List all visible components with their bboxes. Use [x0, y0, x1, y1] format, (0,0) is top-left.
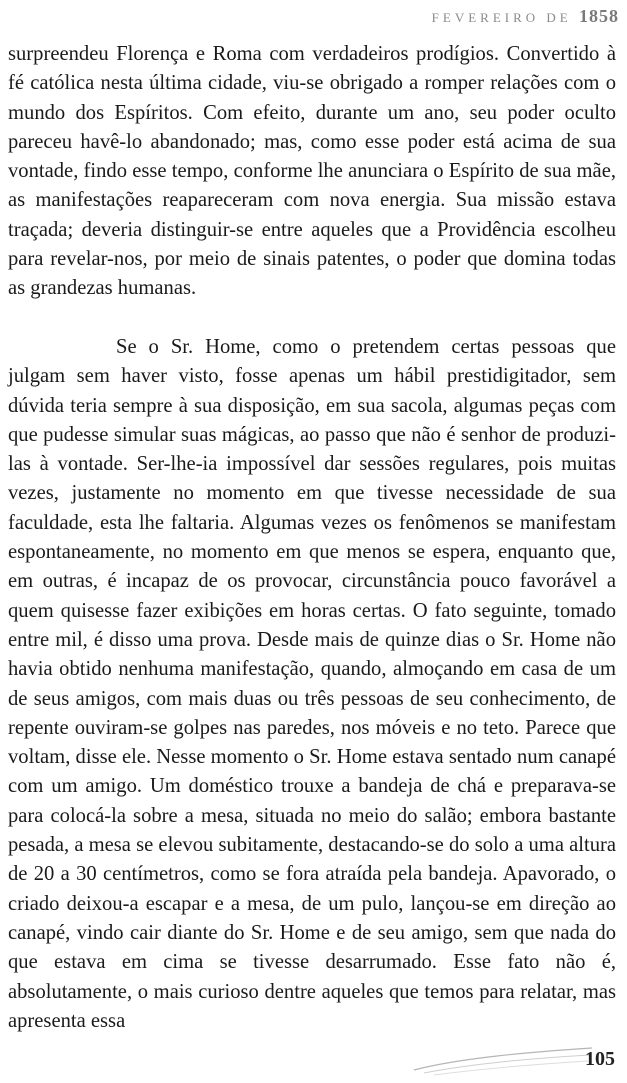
- swoosh-ornament-icon: [410, 1040, 595, 1076]
- running-head-year: 1858: [579, 6, 619, 26]
- page-number: 105: [585, 1048, 615, 1070]
- paragraph-1: surpreendeu Florença e Roma com verdadeiros prodígios. Convertido à fé católica nesta última cidade, viu-se obrigado a romper relações com o mundo dos Espíritos. Com efeito, durante um ano, seu poder oculto pareceu havê-lo abandonado; mas, como esse poder está acima de sua vontade, findo esse tempo, conforme lhe anunciara o Espírito de sua mãe, as manifestações reapareceram com nova energia. Sua missão estava traçada; deveria distinguir-se entre aqueles que a Providência escolheu para revelar-nos, por meio de sinais patentes, o poder que domina todas as grandezas humanas.: [8, 43, 616, 300]
- paragraph-2: Se o Sr. Home, como o pretendem certas pessoas que julgam sem haver visto, fosse apenas um hábil prestidigitador, sem dúvida teria sempre à sua disposição, em sua sacola, algumas peças com que pudesse simular suas mágicas, ao passo que não é senhor de produzi-las à vontade. Ser-lhe-ia impossível dar sessões regulares, pois muitas vezes, justamente no momento em que tivesse necessidade de sua faculdade, esta lhe faltaria. Algumas vezes os fenômenos se manifestam espontaneamente, no momento em que menos se espera, enquanto que, em outras, é incapaz de os provocar, circunstância pouco favorável a quem quisesse fazer exibições em horas certas. O fato seguinte, tomado entre mil, é disso uma prova. Desde mais de quinze dias o Sr. Home não havia obtido nenhuma manifestação, quando, almoçando em casa de um de seus amigos, com mais duas ou três pessoas de seu conhecimento, de repente ouviram-se golpes nas paredes, nos móveis e no teto. Parece que voltam, disse ele. Nesse momento o Sr. Home estava sentado num canapé com um amigo. Um doméstico trouxe a bandeja de chá e preparava-se para colocá-la sobre a mesa, situada no meio do salão; embora bastante pesada, a mesa se elevou subitamente, destacando-se do solo a uma altura de 20 a 30 centímetros, como se fora atraída pela bandeja. Apavorado, o criado deixou-a escapar e a mesa, de um pulo, lançou-se em direção ao canapé, vindo cair diante do Sr. Home e de seu amigo, sem que nada do que estava em cima se tivesse desarrumado. Esse fato não é, absolutamente, o mais curioso dentre aqueles que temos para relatar, mas apresenta essa: [8, 335, 616, 1032]
- running-head-label: FEVEREIRO DE: [431, 10, 572, 25]
- body-text: [8, 40, 616, 1036]
- running-head: [432, 6, 619, 27]
